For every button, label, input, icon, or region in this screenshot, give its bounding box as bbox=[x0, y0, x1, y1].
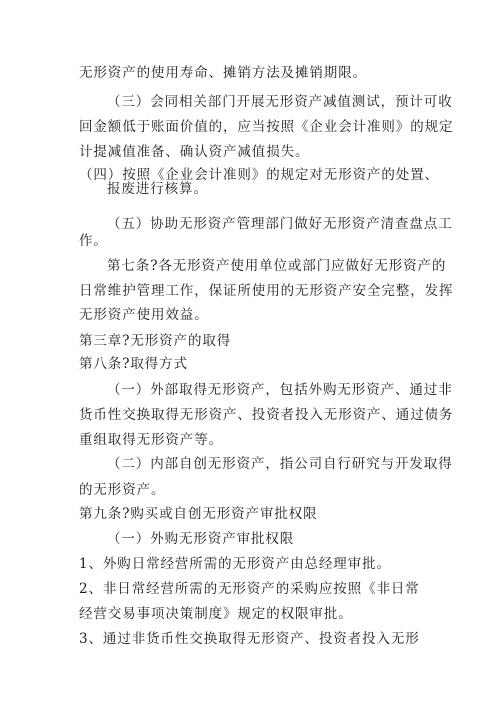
text-line: 回金额低于账面价值的，应当按照《企业会计准则》的规定 bbox=[79, 119, 454, 135]
text-line: 经营交易事项决策制度》规定的权限审批。 bbox=[79, 606, 353, 622]
text-line: （三）会同相关部门开展无形资产减值测试，预计可收 bbox=[107, 94, 453, 110]
text-line: 的无形资产。 bbox=[79, 482, 166, 498]
text-line: 无形资产使用效益。 bbox=[79, 307, 209, 323]
article-heading: 第九条?购买或自创无形资产审批权限 bbox=[79, 506, 318, 522]
text-line: （四）按照《企业会计准则》的规定对无形资产的处置、 bbox=[79, 167, 439, 183]
text-line: 日常维护管理工作，保证所使用的无形资产安全完整，发挥 bbox=[79, 283, 454, 299]
text-line: 计提减值准备、确认资产减值损失。 bbox=[79, 144, 310, 160]
text-line: 作。 bbox=[79, 233, 108, 249]
article-heading: 第八条?取得方式 bbox=[79, 356, 188, 372]
text-line: （二）内部自创无形资产，指公司自行研究与开发取得 bbox=[107, 456, 453, 472]
text-line: 报废进行核算。 bbox=[107, 181, 208, 197]
text-line: （五）协助无形资产管理部门做好无形资产清查盘点工 bbox=[107, 216, 453, 232]
text-line: （一）外部取得无形资产，包括外购无形资产、通过非 bbox=[107, 382, 453, 398]
text-line: 第七条?各无形资产使用单位或部门应做好无形资产的 bbox=[107, 258, 447, 274]
chapter-heading: 第三章?无形资产的取得 bbox=[79, 333, 232, 349]
text-line: 货币性交换取得无形资产、投资者投入无形资产、通过债务 bbox=[79, 407, 454, 423]
text-line: 3、通过非货币性交换取得无形资产、投资者投入无形 bbox=[79, 631, 420, 647]
text-line: 无形资产的使用寿命、摊销方法及摊销期限。 bbox=[79, 65, 367, 81]
text-line: 2、非日常经营所需的无形资产的采购应按照《非日常 bbox=[79, 581, 420, 597]
text-line: 1、外购日常经营所需的无形资产由总经理审批。 bbox=[79, 556, 391, 572]
text-line: （一）外购无形资产审批权限 bbox=[107, 531, 295, 547]
text-line: 重组取得无形资产等。 bbox=[79, 432, 223, 448]
